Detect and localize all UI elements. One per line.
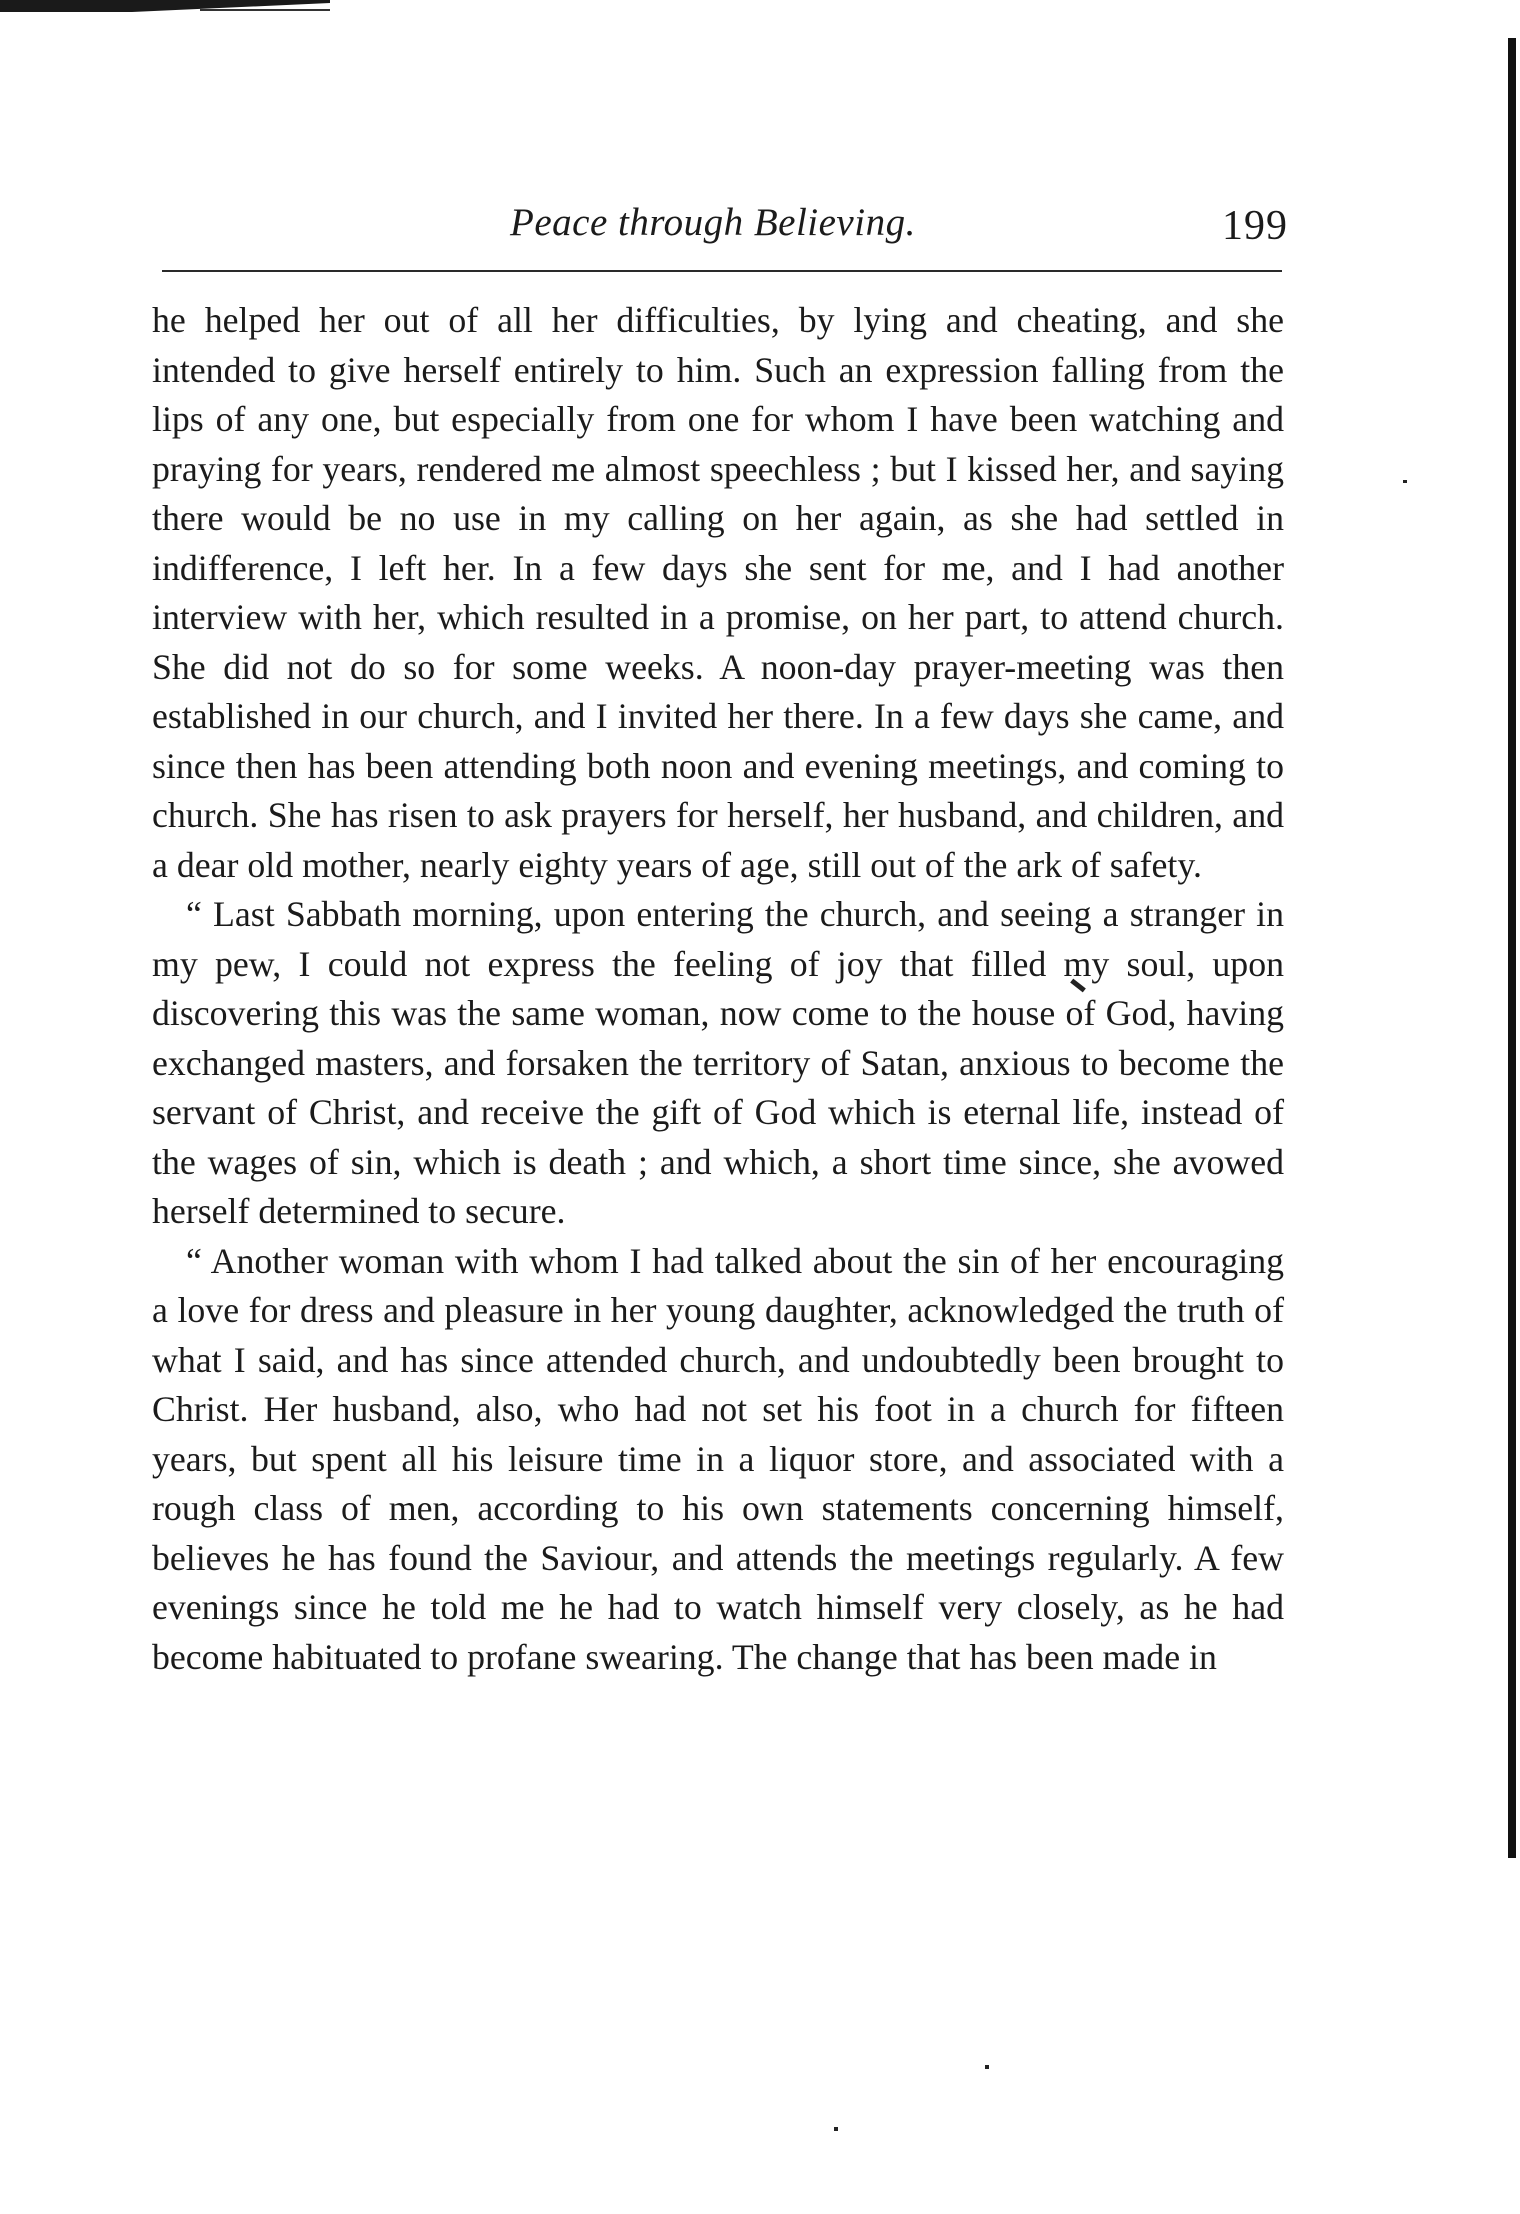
page-edge-shadow bbox=[1508, 38, 1516, 1858]
paragraph: “ Last Sabbath morning, upon entering the church, and seeing a stranger in my pew, I could not express the feeling of joy that filled my soul, upon discovering this was the same woman, now come to the house of God, having exchanged masters, and forsaken the territory of Satan, anxious to become the servant of Christ, and receive the gift of God which is eternal life, instead of the wages of sin, which is death ; and which, a short time since, she avowed herself determined to secure. bbox=[152, 894, 1284, 1231]
page-body bbox=[152, 296, 1284, 1682]
page-header bbox=[158, 200, 1288, 260]
paragraph: “ Another woman with whom I had talked about the sin of her encouraging a love for dress and pleasure in her young daughter, acknowledged the truth of what I said, and has since attended church, and undoubtedly been brought to Christ. Her husband, also, who had not set his foot in a church for fifteen years, but spent all his leisure time in a liquor store, and associated with a rough class of men, according to his own statements concerning himself, believes he has found the Saviour, and attends the meetings regularly. A few evenings since he told me he had to watch himself very closely, as he had become habituated to profane swearing. The change that has been made in bbox=[152, 1240, 1284, 1677]
ink-speck bbox=[834, 2127, 838, 2131]
ink-speck bbox=[1403, 480, 1407, 483]
header-rule bbox=[162, 270, 1282, 272]
scan-edge-line bbox=[200, 9, 330, 11]
running-title: Peace through Believing. bbox=[510, 201, 916, 244]
paragraph: he helped her out of all her difficulties, by lying and cheating, and she intended to give herself entirely to him. Such an expression falling from the lips of any one, but especially from one for whom I have been watching and praying for years, rendered me almost speechless ; but I kissed her, and saying there would be no use in my calling on her again, as she had settled in indifference, I left her. In a few days she sent for me, and I had another interview with her, which resulted in a promise, on her part, to attend church. She did not do so for some weeks. A noon-day prayer-meeting was then established in our church, and I invited her there. In a few days she came, and since then has been attending both noon and evening meetings, and coming to church. She has risen to ask prayers for herself, her husband, and children, and a dear old mother, nearly eighty years of age, still out of the ark of safety. bbox=[152, 300, 1284, 885]
page-number: 199 bbox=[1222, 203, 1288, 249]
ink-speck bbox=[985, 2065, 989, 2069]
